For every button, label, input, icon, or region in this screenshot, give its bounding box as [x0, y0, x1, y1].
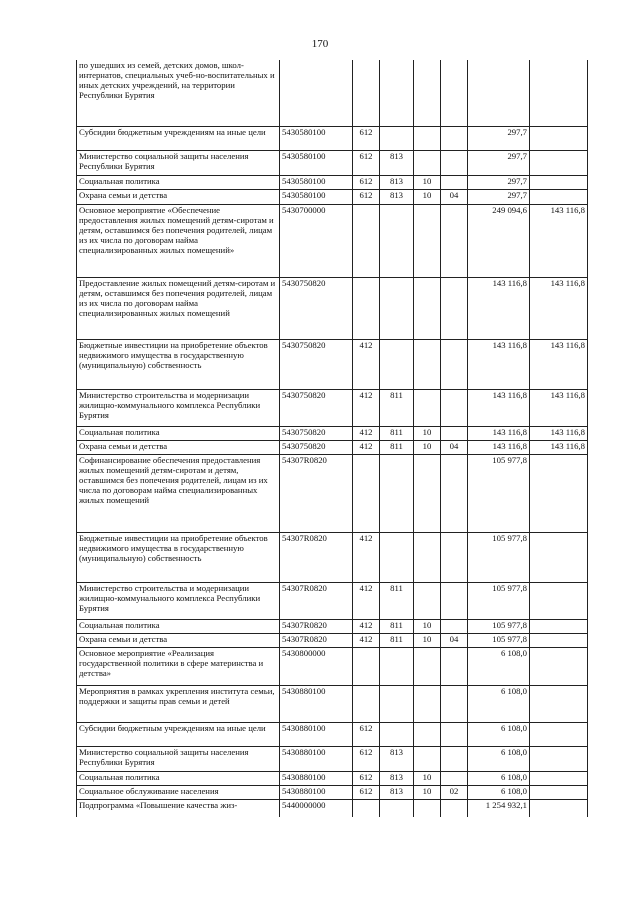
- amount-year1-cell: 249 094,6: [468, 204, 530, 277]
- expense-type-cell: 412: [353, 633, 380, 647]
- section-cell: [414, 277, 441, 339]
- amount-year1-cell: 6 108,0: [468, 722, 530, 746]
- section-cell: [414, 722, 441, 746]
- ministry-code-cell: [380, 799, 414, 817]
- expense-type-cell: 412: [353, 440, 380, 454]
- program-code-cell: 54307R0820: [280, 454, 353, 532]
- expense-type-cell: 612: [353, 150, 380, 175]
- amount-year2-cell: 143 116,8: [530, 389, 588, 426]
- subsection-cell: [441, 532, 468, 582]
- subsection-cell: 02: [441, 785, 468, 799]
- amount-year1-cell: 143 116,8: [468, 426, 530, 440]
- expense-type-cell: 612: [353, 722, 380, 746]
- ministry-code-cell: 811: [380, 619, 414, 633]
- section-cell: [414, 685, 441, 722]
- amount-year2-cell: 143 116,8: [530, 204, 588, 277]
- program-code-cell: 5430750820: [280, 426, 353, 440]
- table-row: [77, 799, 588, 817]
- section-cell: [414, 126, 441, 150]
- expense-type-cell: 412: [353, 619, 380, 633]
- expense-type-cell: 412: [353, 389, 380, 426]
- amount-year2-cell: [530, 175, 588, 189]
- section-cell: [414, 339, 441, 389]
- expense-type-cell: [353, 204, 380, 277]
- amount-year2-cell: [530, 126, 588, 150]
- description-cell: Социальная политика: [77, 619, 280, 633]
- amount-year2-cell: [530, 532, 588, 582]
- description-cell: Социальная политика: [77, 175, 280, 189]
- description-cell: Охрана семьи и детства: [77, 633, 280, 647]
- description-cell: Министерство строительства и модернизации жилищно-коммунального комплекса Республики Бурятия: [77, 582, 280, 619]
- amount-year1-cell: 297,7: [468, 175, 530, 189]
- expense-type-cell: [353, 277, 380, 339]
- table-row: [77, 454, 588, 532]
- table-row: [77, 785, 588, 799]
- subsection-cell: [441, 175, 468, 189]
- amount-year1-cell: 105 977,8: [468, 633, 530, 647]
- ministry-code-cell: 811: [380, 582, 414, 619]
- description-cell: Субсидии бюджетным учреждениям на иные цели: [77, 126, 280, 150]
- subsection-cell: 04: [441, 189, 468, 204]
- amount-year1-cell: 6 108,0: [468, 785, 530, 799]
- expense-type-cell: [353, 799, 380, 817]
- ministry-code-cell: [380, 339, 414, 389]
- program-code-cell: 5430700000: [280, 204, 353, 277]
- section-cell: [414, 647, 441, 685]
- ministry-code-cell: 813: [380, 746, 414, 771]
- amount-year1-cell: 105 977,8: [468, 454, 530, 532]
- amount-year1-cell: 1 254 932,1: [468, 799, 530, 817]
- section-cell: [414, 60, 441, 126]
- ministry-code-cell: [380, 126, 414, 150]
- program-code-cell: [280, 60, 353, 126]
- ministry-code-cell: [380, 685, 414, 722]
- table-row: [77, 440, 588, 454]
- program-code-cell: 54307R0820: [280, 633, 353, 647]
- amount-year2-cell: [530, 633, 588, 647]
- ministry-code-cell: 813: [380, 189, 414, 204]
- section-cell: [414, 454, 441, 532]
- table-row: [77, 204, 588, 277]
- section-cell: 10: [414, 426, 441, 440]
- section-cell: 10: [414, 189, 441, 204]
- amount-year2-cell: [530, 60, 588, 126]
- ministry-code-cell: [380, 60, 414, 126]
- program-code-cell: 5430880100: [280, 722, 353, 746]
- section-cell: 10: [414, 440, 441, 454]
- amount-year1-cell: 105 977,8: [468, 619, 530, 633]
- expense-type-cell: 612: [353, 746, 380, 771]
- description-cell: Министерство социальной защиты населения Республики Бурятия: [77, 746, 280, 771]
- table-row: [77, 685, 588, 722]
- amount-year2-cell: [530, 647, 588, 685]
- amount-year2-cell: [530, 685, 588, 722]
- expense-type-cell: [353, 60, 380, 126]
- table-row: [77, 389, 588, 426]
- section-cell: [414, 389, 441, 426]
- subsection-cell: [441, 647, 468, 685]
- amount-year2-cell: [530, 722, 588, 746]
- description-cell: Бюджетные инвестиции на приобретение объектов недвижимого имущества в государственную (муниципальную) собственность: [77, 339, 280, 389]
- amount-year2-cell: [530, 771, 588, 785]
- budget-table: [76, 60, 588, 817]
- amount-year1-cell: 6 108,0: [468, 647, 530, 685]
- table-row: [77, 175, 588, 189]
- section-cell: 10: [414, 633, 441, 647]
- amount-year2-cell: [530, 150, 588, 175]
- expense-type-cell: 612: [353, 189, 380, 204]
- ministry-code-cell: 813: [380, 771, 414, 785]
- program-code-cell: 5430880100: [280, 785, 353, 799]
- ministry-code-cell: 811: [380, 426, 414, 440]
- subsection-cell: [441, 722, 468, 746]
- table-row: [77, 126, 588, 150]
- description-cell: Софинансирование обеспечения предоставления жилых помещений детям-сиротам и детям, оставшимся без попечения родителей, лицам из их числа по договорам найма специализированных жилых помещений: [77, 454, 280, 532]
- subsection-cell: [441, 126, 468, 150]
- table-row: [77, 60, 588, 126]
- description-cell: Мероприятия в рамках укрепления института семьи, поддержки и защиты прав семьи и детей: [77, 685, 280, 722]
- description-cell: Охрана семьи и детства: [77, 440, 280, 454]
- amount-year2-cell: [530, 746, 588, 771]
- subsection-cell: [441, 685, 468, 722]
- table-row: [77, 722, 588, 746]
- program-code-cell: 5430750820: [280, 440, 353, 454]
- amount-year1-cell: 6 108,0: [468, 685, 530, 722]
- description-cell: Бюджетные инвестиции на приобретение объектов недвижимого имущества в государственную (муниципальную) собственность: [77, 532, 280, 582]
- section-cell: 10: [414, 619, 441, 633]
- description-cell: Министерство строительства и модернизации жилищно-коммунального комплекса Республики Бурятия: [77, 389, 280, 426]
- ministry-code-cell: 813: [380, 175, 414, 189]
- ministry-code-cell: [380, 204, 414, 277]
- section-cell: [414, 582, 441, 619]
- amount-year1-cell: 143 116,8: [468, 389, 530, 426]
- amount-year1-cell: 6 108,0: [468, 771, 530, 785]
- expense-type-cell: 612: [353, 785, 380, 799]
- subsection-cell: [441, 204, 468, 277]
- program-code-cell: 5430580100: [280, 126, 353, 150]
- subsection-cell: [441, 799, 468, 817]
- amount-year2-cell: [530, 582, 588, 619]
- ministry-code-cell: 813: [380, 785, 414, 799]
- amount-year1-cell: 297,7: [468, 189, 530, 204]
- expense-type-cell: 412: [353, 339, 380, 389]
- expense-type-cell: 612: [353, 771, 380, 785]
- ministry-code-cell: 813: [380, 150, 414, 175]
- description-cell: Министерство социальной защиты населения Республики Бурятия: [77, 150, 280, 175]
- section-cell: 10: [414, 785, 441, 799]
- expense-type-cell: [353, 647, 380, 685]
- program-code-cell: 5430750820: [280, 339, 353, 389]
- expense-type-cell: [353, 685, 380, 722]
- subsection-cell: 04: [441, 633, 468, 647]
- amount-year2-cell: [530, 799, 588, 817]
- page-number: 170: [311, 38, 329, 50]
- description-cell: Социальная политика: [77, 426, 280, 440]
- ministry-code-cell: 811: [380, 440, 414, 454]
- subsection-cell: 04: [441, 440, 468, 454]
- subsection-cell: [441, 60, 468, 126]
- amount-year1-cell: 6 108,0: [468, 746, 530, 771]
- amount-year1-cell: 143 116,8: [468, 339, 530, 389]
- subsection-cell: [441, 150, 468, 175]
- description-cell: Предоставление жилых помещений детям-сиротам и детям, оставшимся без попечения родителей, лицам из их числа по договорам найма специализированных жилых помещений: [77, 277, 280, 339]
- description-cell: по ушедших из семей, детских домов, школ-интернатов, специальных учеб-но-воспитательных и иных детских учреждений, на территории Республики Бурятия: [77, 60, 280, 126]
- subsection-cell: [441, 619, 468, 633]
- expense-type-cell: 412: [353, 582, 380, 619]
- amount-year1-cell: 143 116,8: [468, 440, 530, 454]
- description-cell: Основное мероприятие «Реализация государственной политики в сфере материнства и детства»: [77, 647, 280, 685]
- ministry-code-cell: [380, 722, 414, 746]
- program-code-cell: 54307R0820: [280, 619, 353, 633]
- expense-type-cell: 412: [353, 532, 380, 582]
- description-cell: Социальная политика: [77, 771, 280, 785]
- amount-year2-cell: [530, 454, 588, 532]
- ministry-code-cell: [380, 647, 414, 685]
- section-cell: 10: [414, 175, 441, 189]
- ministry-code-cell: [380, 532, 414, 582]
- program-code-cell: 5430580100: [280, 150, 353, 175]
- ministry-code-cell: [380, 277, 414, 339]
- amount-year2-cell: 143 116,8: [530, 339, 588, 389]
- section-cell: [414, 204, 441, 277]
- program-code-cell: 54307R0820: [280, 532, 353, 582]
- expense-type-cell: 612: [353, 175, 380, 189]
- table-body: [77, 60, 588, 817]
- table-row: [77, 582, 588, 619]
- amount-year1-cell: [468, 60, 530, 126]
- program-code-cell: 5430580100: [280, 175, 353, 189]
- table-row: [77, 189, 588, 204]
- amount-year2-cell: [530, 619, 588, 633]
- amount-year1-cell: 105 977,8: [468, 532, 530, 582]
- description-cell: Основное мероприятие «Обеспечение предоставления жилых помещений детям-сиротам и детям, оставшимся без попечения родителей, лицам из их числа по договорам найма специализированных жилых помещений»: [77, 204, 280, 277]
- ministry-code-cell: 811: [380, 389, 414, 426]
- section-cell: [414, 150, 441, 175]
- subsection-cell: [441, 582, 468, 619]
- table-row: [77, 277, 588, 339]
- table-row: [77, 339, 588, 389]
- description-cell: Охрана семьи и детства: [77, 189, 280, 204]
- table-row: [77, 532, 588, 582]
- ministry-code-cell: 811: [380, 633, 414, 647]
- subsection-cell: [441, 746, 468, 771]
- table-row: [77, 746, 588, 771]
- table-row: [77, 633, 588, 647]
- table-row: [77, 150, 588, 175]
- expense-type-cell: 412: [353, 426, 380, 440]
- program-code-cell: 54307R0820: [280, 582, 353, 619]
- amount-year2-cell: [530, 785, 588, 799]
- section-cell: 10: [414, 771, 441, 785]
- amount-year1-cell: 297,7: [468, 150, 530, 175]
- amount-year1-cell: 297,7: [468, 126, 530, 150]
- subsection-cell: [441, 339, 468, 389]
- table-row: [77, 619, 588, 633]
- program-code-cell: 5430800000: [280, 647, 353, 685]
- table-row: [77, 426, 588, 440]
- program-code-cell: 5430580100: [280, 189, 353, 204]
- description-cell: Подпрограмма «Повышение качества жиз-: [77, 799, 280, 817]
- section-cell: [414, 532, 441, 582]
- program-code-cell: 5430750820: [280, 389, 353, 426]
- program-code-cell: 5430880100: [280, 685, 353, 722]
- subsection-cell: [441, 389, 468, 426]
- subsection-cell: [441, 277, 468, 339]
- table-row: [77, 771, 588, 785]
- amount-year1-cell: 143 116,8: [468, 277, 530, 339]
- expense-type-cell: [353, 454, 380, 532]
- program-code-cell: 5430750820: [280, 277, 353, 339]
- section-cell: [414, 799, 441, 817]
- program-code-cell: 5430880100: [280, 771, 353, 785]
- table-row: [77, 647, 588, 685]
- amount-year1-cell: 105 977,8: [468, 582, 530, 619]
- subsection-cell: [441, 454, 468, 532]
- description-cell: Субсидии бюджетным учреждениям на иные цели: [77, 722, 280, 746]
- description-cell: Социальное обслуживание населения: [77, 785, 280, 799]
- expense-type-cell: 612: [353, 126, 380, 150]
- section-cell: [414, 746, 441, 771]
- amount-year2-cell: 143 116,8: [530, 440, 588, 454]
- program-code-cell: 5430880100: [280, 746, 353, 771]
- amount-year2-cell: 143 116,8: [530, 277, 588, 339]
- amount-year2-cell: [530, 189, 588, 204]
- program-code-cell: 5440000000: [280, 799, 353, 817]
- subsection-cell: [441, 771, 468, 785]
- subsection-cell: [441, 426, 468, 440]
- ministry-code-cell: [380, 454, 414, 532]
- amount-year2-cell: 143 116,8: [530, 426, 588, 440]
